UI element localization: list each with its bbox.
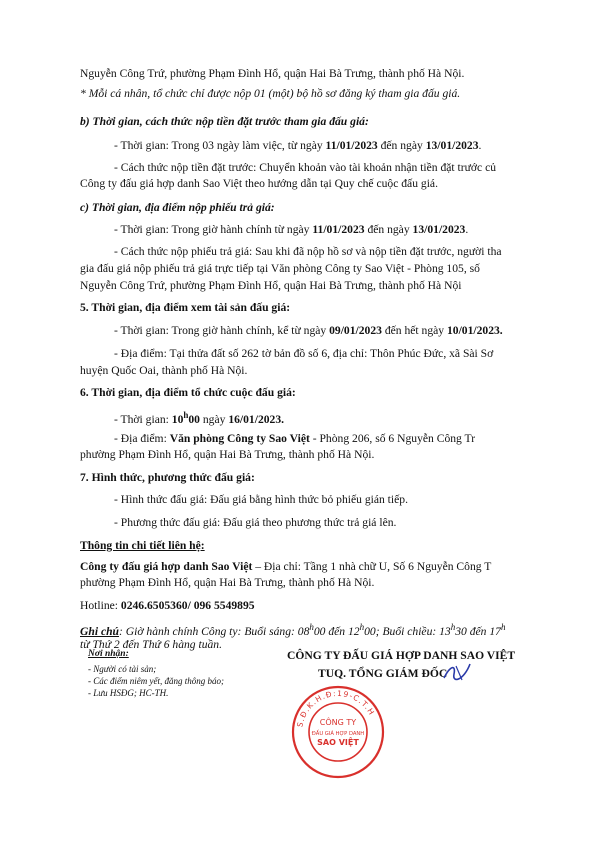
bid-method-1: - Cách thức nộp phiếu trả giá: Sau khi đã nộp hồ sơ và nộp tiền đặt trước, người tha <box>114 245 502 258</box>
auction-form: - Hình thức đấu giá: Đấu giá bằng hình thức bỏ phiếu gián tiếp. <box>114 493 408 506</box>
deposit-time: - Thời gian: Trong 03 ngày làm việc, từ ngày 11/01/2023 đến ngày 13/01/2023. <box>114 139 482 152</box>
contact-address-2: phường Phạm Đình Hổ, quận Hai Bà Trưng, thành phố Hà Nội. <box>80 576 375 589</box>
bid-method-3: Nguyễn Công Trứ, phường Phạm Đình Hổ, quận Hai Bà Trưng, thành phố Hà Nội <box>80 279 462 292</box>
signature-role: TUQ. TỔNG GIÁM ĐỐC <box>318 667 448 680</box>
recipient-item: - Lưu HSĐG; HC-TH. <box>88 688 169 698</box>
stamp-line-2: ĐẤU GIÁ HỢP DANH <box>311 731 365 737</box>
auction-location-2: phường Phạm Đình Hổ, quận Hai Bà Trưng, thành phố Hà Nội. <box>80 448 375 461</box>
heading-asset-viewing: 5. Thời gian, địa điểm xem tài sản đấu giá: <box>80 301 291 314</box>
heading-bid-submission: c) Thời gian, địa điểm nộp phiếu trả giá: <box>80 201 275 214</box>
auction-method: - Phương thức đấu giá: Đấu giá theo phương thức trả giá lên. <box>114 516 397 529</box>
recipients-title: Nơi nhận: <box>88 649 129 659</box>
recipient-item: - Các điểm niêm yết, đăng thông báo; <box>88 676 224 686</box>
auction-time: - Thời gian: 10$^h$00 ngày 16/01/2023. <box>114 410 285 426</box>
office-hours-note: Ghi chú: Giờ hành chính Công ty: Buổi sáng: 08$^h$00 đến 12$^h$00; Buổi chiều: 13$^h$30 đến 17$^h$ <box>80 622 506 638</box>
heading-auction-form: 7. Hình thức, phương thức đấu giá: <box>80 471 255 484</box>
viewing-location-2: huyện Quốc Oai, thành phố Hà Nội. <box>80 364 248 377</box>
deposit-method-1: - Cách thức nộp tiền đặt trước: Chuyển khoản vào tài khoản nhận tiền đặt trước củ <box>114 161 497 174</box>
bid-method-2: gia đấu giá nộp phiếu trả giá trực tiếp tại Văn phòng Công ty Sao Việt - Phòng 105, số <box>80 262 480 275</box>
deposit-method-2: Công ty đấu giá hợp danh Sao Việt theo hướng dẫn tại Quy chế cuộc đấu giá. <box>80 177 438 190</box>
address-line: Nguyễn Công Trứ, phường Phạm Đình Hổ, quận Hai Bà Trưng, thành phố Hà Nội. <box>80 67 465 80</box>
stamp-line-3: SAO VIỆT <box>317 738 359 747</box>
note-one-dossier: * Mỗi cá nhân, tổ chức chỉ được nộp 01 (một) bộ hồ sơ đăng ký tham gia đấu giá. <box>80 87 461 100</box>
heading-contact: Thông tin chi tiết liên hệ: <box>80 539 205 552</box>
recipient-item: - Người có tài sản; <box>88 664 157 674</box>
signature-org: CÔNG TY ĐẤU GIÁ HỢP DANH SAO VIỆT <box>287 649 516 662</box>
viewing-time: - Thời gian: Trong giờ hành chính, kể từ ngày 09/01/2023 đến hết ngày 10/01/2023. <box>114 324 503 337</box>
signature-mark <box>440 660 476 684</box>
viewing-location-1: - Địa điểm: Tại thửa đất số 262 tờ bản đồ số 6, địa chỉ: Thôn Phúc Đức, xã Sài Sơ <box>114 347 494 360</box>
bid-time: - Thời gian: Trong giờ hành chính từ ngày 11/01/2023 đến ngày 13/01/2023. <box>114 223 469 236</box>
contact-address-1: Công ty đấu giá hợp danh Sao Việt – Địa chỉ: Tầng 1 nhà chữ U, Số 6 Nguyễn Công T <box>80 560 492 573</box>
hotline: Hotline: 0246.6505360/ 096 5549895 <box>80 599 255 612</box>
company-stamp <box>290 684 386 780</box>
recipients-block <box>88 648 224 699</box>
stamp-ring-text: S.Đ.K.H.Đ:19-C.T.H <box>295 688 377 728</box>
stamp-line-1: CÔNG TY <box>319 718 357 727</box>
heading-deposit: b) Thời gian, cách thức nộp tiền đặt trước tham gia đấu giá: <box>80 115 369 128</box>
auction-location-1: - Địa điểm: Văn phòng Công ty Sao Việt - Phòng 206, số 6 Nguyễn Công Tr <box>114 432 476 445</box>
office-days-note: từ Thứ 2 đến Thứ 6 hàng tuần. <box>80 638 223 651</box>
heading-auction-venue: 6. Thời gian, địa điểm tổ chức cuộc đấu giá: <box>80 386 296 399</box>
